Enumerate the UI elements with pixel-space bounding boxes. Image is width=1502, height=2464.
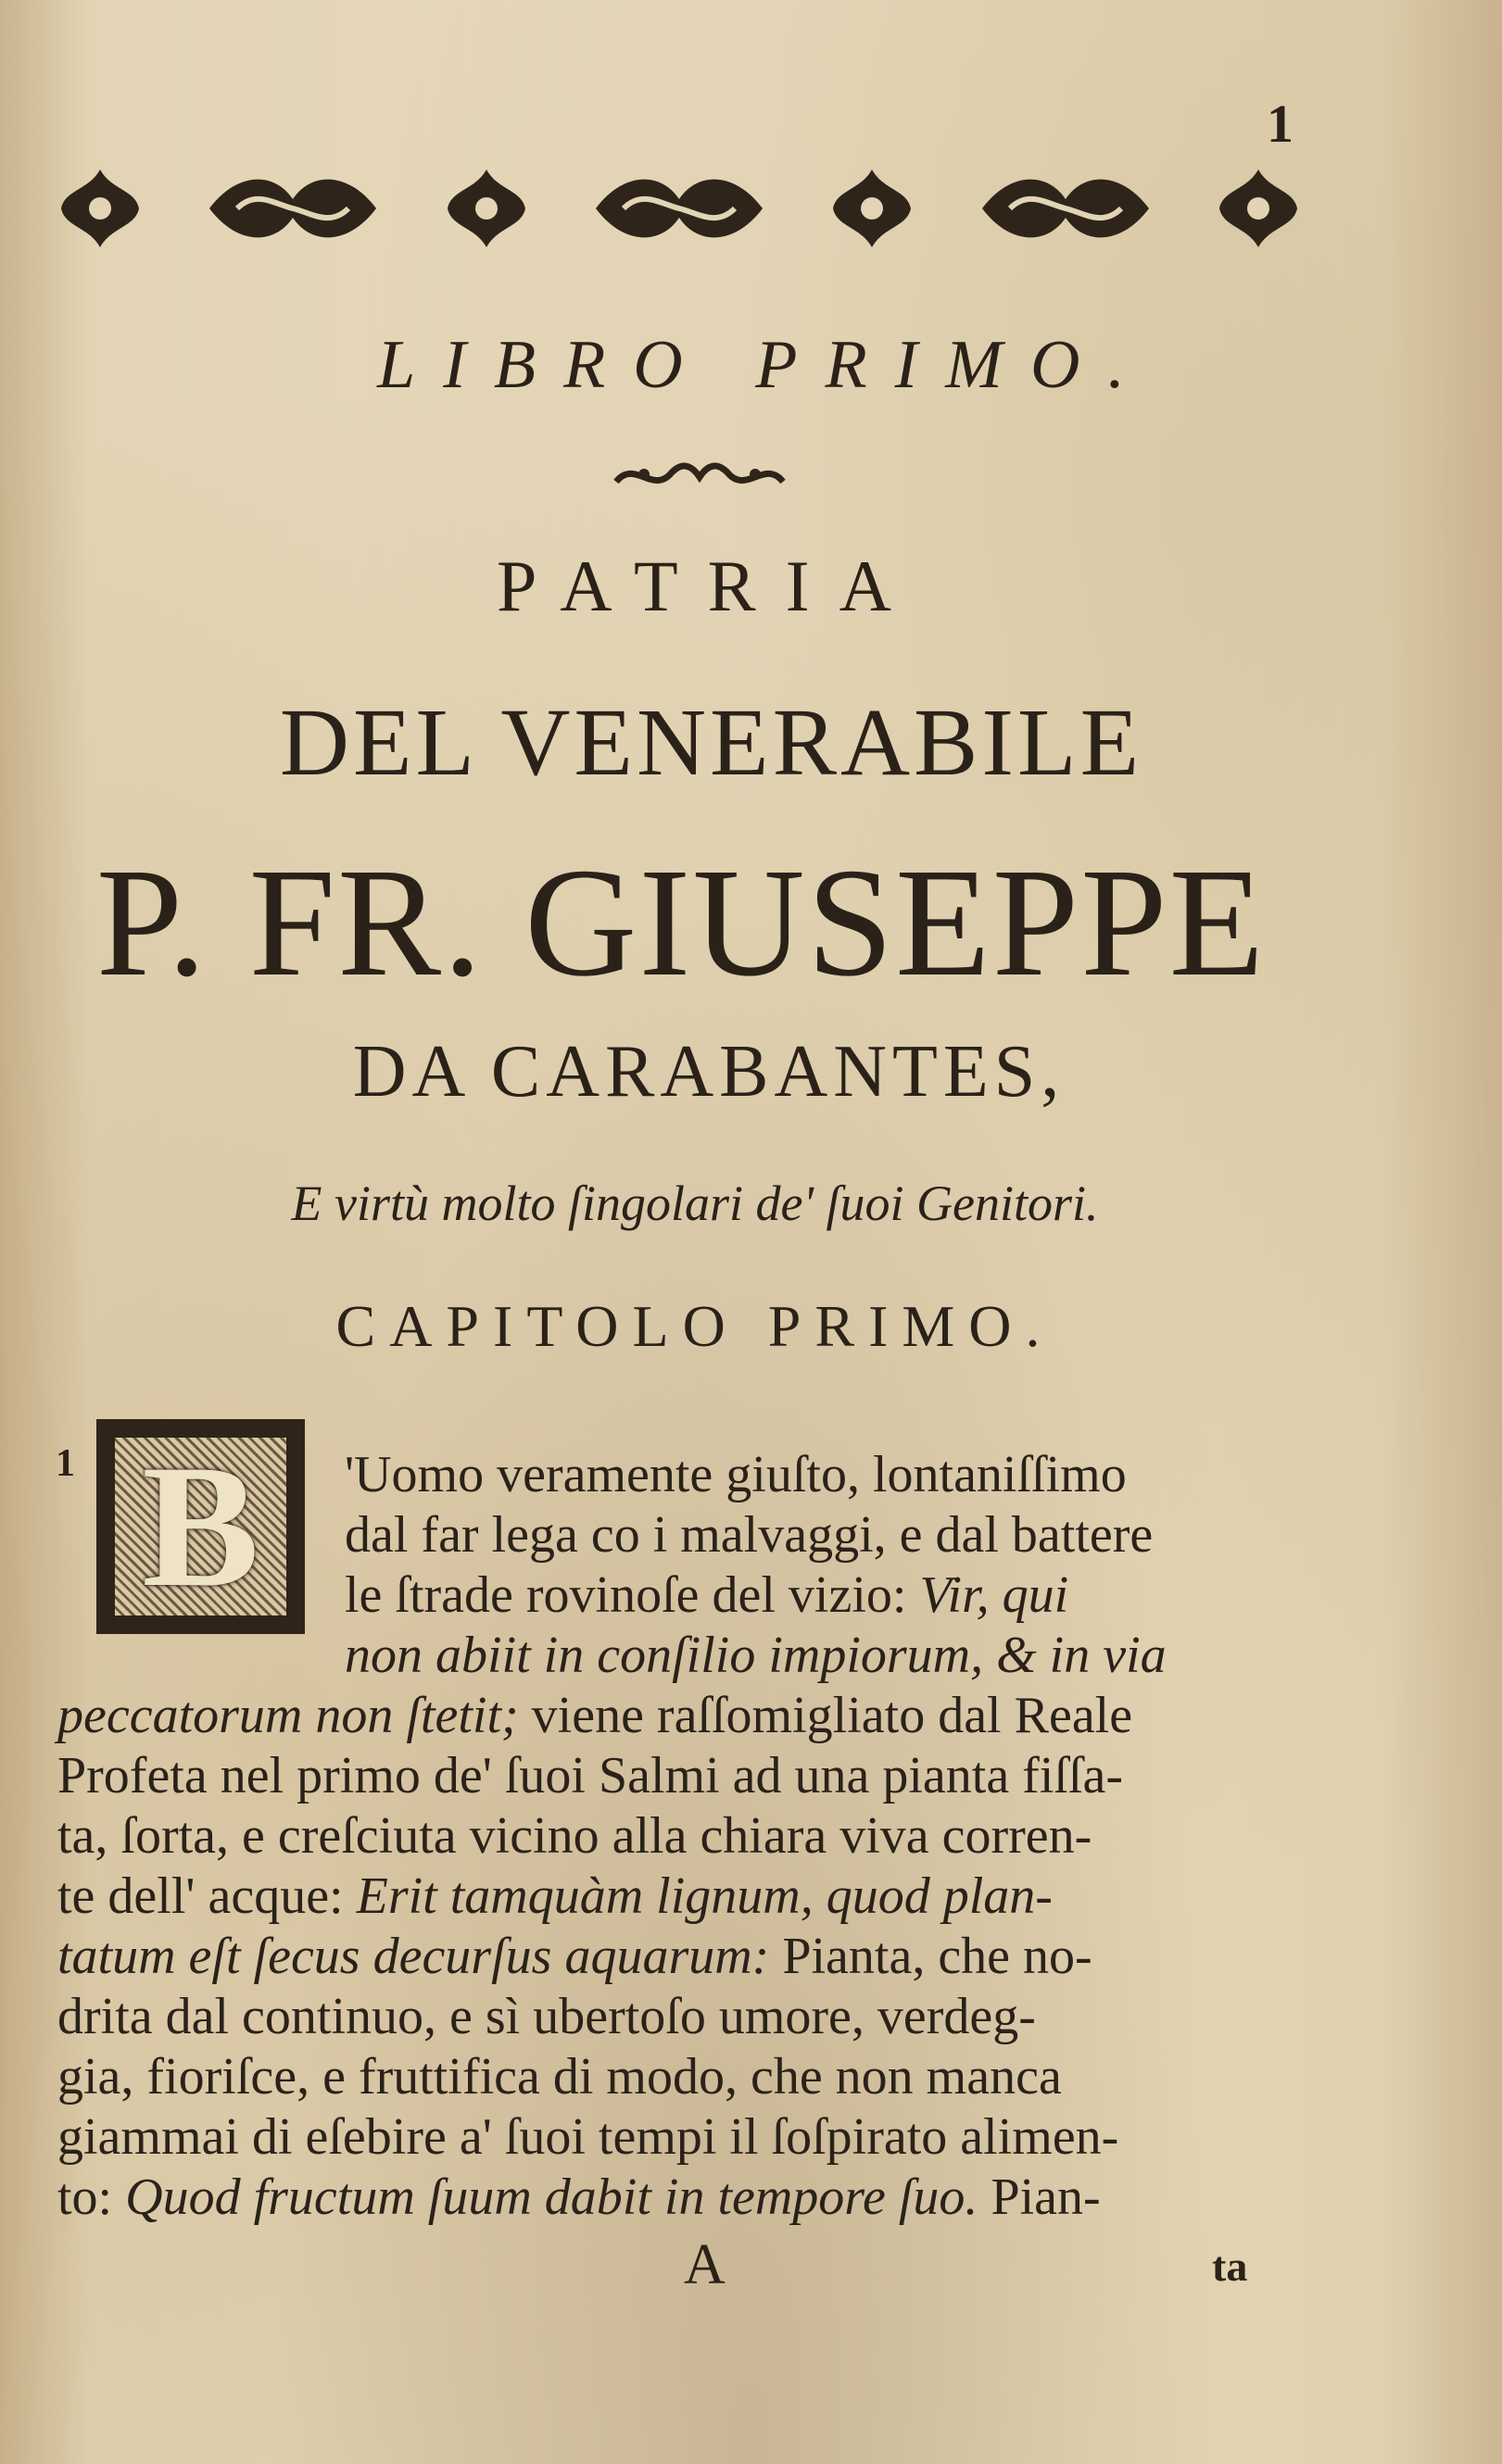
fleuron-ornament-icon <box>54 158 146 258</box>
fleuron-ornament-icon <box>440 158 533 258</box>
italian-text: ta, ſorta, e creſciuta vicino alla chiara viva corren- <box>57 1807 1092 1865</box>
title-line-patria: PATRIA <box>497 546 921 626</box>
italian-text: te dell' acque: <box>57 1867 357 1925</box>
italian-text: to: <box>57 2169 126 2226</box>
book-part-heading: LIBRO PRIMO. <box>377 327 1153 403</box>
italian-text: drita dal continuo, e sì ubertoſo umore, verdeg- <box>57 1988 1036 2045</box>
initial-letter: B <box>142 1429 259 1624</box>
italian-text: giammai di eſebire a' ſuoi tempi il ſoſpirato alimen- <box>57 2108 1119 2166</box>
body-line <box>57 1686 1132 1745</box>
italian-text: viene raſſomigliato dal Reale <box>518 1687 1133 1744</box>
title-line-carabantes: DA CARABANTES, <box>352 1031 1066 1113</box>
latin-quotation: Erit tamquàm lignum, quod plan- <box>356 1867 1053 1925</box>
italian-text: Pian- <box>978 2169 1101 2226</box>
paragraph-number: 1 <box>56 1442 75 1485</box>
italian-text: gia, fioriſce, e fruttifica di modo, che non manca <box>57 2048 1062 2106</box>
body-line <box>57 2107 1118 2167</box>
body-line <box>57 1867 1053 1926</box>
fleuron-ornament-icon <box>973 158 1158 258</box>
page-number: 1 <box>1267 94 1294 154</box>
italian-text: le ſtrade rovinoſe del vizio: <box>345 1566 920 1624</box>
body-line <box>57 1927 1092 1986</box>
body-line <box>345 1505 1153 1565</box>
title-line-del-venerabile: DEL VENERABILE <box>279 689 1143 796</box>
body-line <box>57 2168 1101 2227</box>
body-line <box>345 1626 1167 1685</box>
italian-text: Profeta nel primo de' ſuoi Salmi ad una pianta fiſſa- <box>57 1747 1123 1804</box>
latin-quotation: non abiit in conſilio impiorum, & in via <box>345 1627 1167 1684</box>
vine-ornament-icon <box>607 454 792 500</box>
signature-mark: A <box>684 2233 726 2296</box>
body-line <box>57 2047 1062 2106</box>
chapter-subtitle: E virtù molto ſingolari de' ſuoi Genitori. <box>291 1175 1099 1231</box>
decorated-initial <box>96 1419 305 1634</box>
latin-quotation: Quod fructum ſuum dabit in tempore ſuo. <box>125 2169 978 2226</box>
body-line <box>57 1987 1036 2046</box>
body-line <box>57 1746 1123 1805</box>
body-line <box>57 1806 1092 1866</box>
italian-text: Pianta, che no- <box>769 1928 1092 1985</box>
italian-text: dal far lega co i malvaggi, e dal battere <box>345 1506 1154 1564</box>
catchword: ta <box>1212 2243 1248 2290</box>
latin-quotation: Vir, qui <box>919 1566 1069 1624</box>
fleuron-ornament-icon <box>587 158 772 258</box>
chapter-heading: CAPITOLO PRIMO. <box>335 1293 1054 1359</box>
fleuron-ornament-icon <box>826 158 918 258</box>
latin-quotation: peccatorum non ſtetit; <box>57 1687 519 1744</box>
body-line <box>345 1445 1127 1504</box>
ornamental-headpiece <box>54 153 1305 264</box>
title-line-name: P. FR. GIUSEPPE <box>95 836 1267 1009</box>
fleuron-ornament-icon <box>200 158 385 258</box>
latin-quotation: tatum eſt ſecus decurſus aquarum: <box>57 1928 770 1985</box>
body-line <box>345 1565 1068 1625</box>
italian-text: 'Uomo veramente giuſto, lontaniſſimo <box>345 1446 1127 1503</box>
fleuron-ornament-icon <box>1212 158 1305 258</box>
